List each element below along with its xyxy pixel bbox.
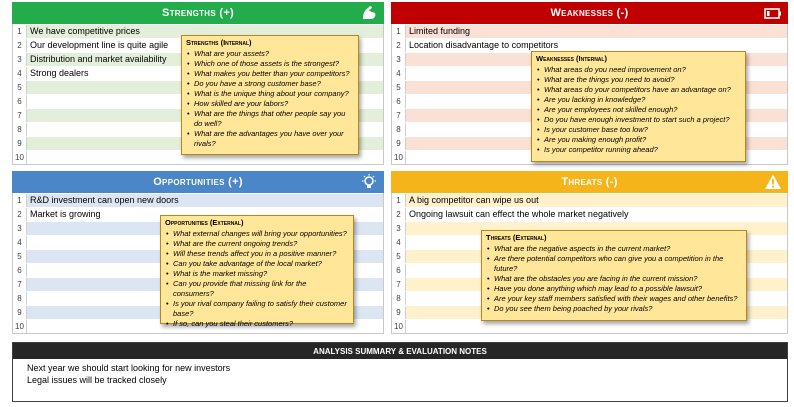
note-item: • What makes you better than your competitors? xyxy=(186,69,354,79)
row-number: 2 xyxy=(13,39,27,52)
note-item: • What is the market missing? xyxy=(165,269,349,279)
row-cell[interactable]: Market is growing xyxy=(27,208,383,221)
summary-header: ANALYSIS SUMMARY & EVALUATION NOTES xyxy=(13,343,787,359)
weaknesses-note xyxy=(531,51,746,162)
opportunities-header xyxy=(12,171,384,193)
row-number: 6 xyxy=(13,264,27,277)
note-item: • Do you have enough investment to start such a project? xyxy=(536,115,741,125)
threats-header xyxy=(391,171,788,193)
note-item: • Are your key staff members satisfied with their wages and other benefits? xyxy=(486,294,742,304)
row-number: 10 xyxy=(13,151,27,164)
note-item: • What is the unique thing about your company? xyxy=(186,89,354,99)
row-number: 2 xyxy=(13,208,27,221)
row-number: 6 xyxy=(392,95,406,108)
strengths-note xyxy=(181,35,359,155)
row-number: 5 xyxy=(392,250,406,263)
note-item: • Do you have a strong customer base? xyxy=(186,79,354,89)
note-item: • What are your assets? xyxy=(186,49,354,59)
row-cell[interactable]: Ongoing lawsuit can effect the whole market negatively xyxy=(406,208,787,221)
row-number: 7 xyxy=(392,109,406,122)
note-item: • What are the negative aspects in the current market? xyxy=(486,244,742,254)
row-number: 8 xyxy=(13,292,27,305)
note-item: • Is your customer base too low? xyxy=(536,125,741,135)
warning-icon xyxy=(764,173,782,191)
weaknesses-title: Weaknesses (-) xyxy=(550,7,629,19)
row-number: 8 xyxy=(13,123,27,136)
row-cell[interactable]: Location disadvantage to competitors xyxy=(406,39,787,52)
note-list xyxy=(165,229,349,329)
row-number: 4 xyxy=(392,67,406,80)
note-item: • What are the obstacles you are facing in the current mission? xyxy=(486,274,742,284)
row-cell[interactable]: Distribution and market availability xyxy=(27,53,383,66)
note-item: • Which one of those assets is the strongest? xyxy=(186,59,354,69)
note-list xyxy=(486,244,742,314)
note-item: • Are your employees not skilled enough? xyxy=(536,105,741,115)
row-number: 5 xyxy=(392,81,406,94)
row-number: 10 xyxy=(392,320,406,333)
row-number: 9 xyxy=(392,306,406,319)
row-number: 3 xyxy=(13,53,27,66)
note-item: • Can you provide that missing link for the consumers? xyxy=(165,279,349,299)
note-item: • What areas do you need improvement on? xyxy=(536,65,741,75)
row-number: 7 xyxy=(13,278,27,291)
row-number: 9 xyxy=(13,306,27,319)
weaknesses-header xyxy=(391,2,788,24)
table-row[interactable] xyxy=(392,24,787,38)
note-item: • Do you see them being poached by your rivals? xyxy=(486,304,742,314)
note-title: Weaknesses (Internal) xyxy=(536,54,607,63)
note-item: • What are the advantages you have over your rivals? xyxy=(186,129,354,149)
row-number: 10 xyxy=(392,151,406,164)
row-number: 4 xyxy=(13,67,27,80)
row-number: 5 xyxy=(13,250,27,263)
note-item: • Is your rival company failing to satisfy their customer base? xyxy=(165,299,349,319)
note-title: Strengths (Internal) xyxy=(186,38,252,47)
threats-title: Threats (-) xyxy=(561,176,618,188)
note-list xyxy=(186,49,354,149)
low-battery-icon xyxy=(764,4,782,22)
row-number: 9 xyxy=(13,137,27,150)
row-cell[interactable]: Our development line is quite agile xyxy=(27,39,383,52)
note-title: Threats (External) xyxy=(486,233,547,242)
note-list xyxy=(536,65,741,155)
summary-line[interactable]: Next year we should start looking for new investors xyxy=(27,363,231,373)
note-item: • Have you done anything which may lead to a possible lawsuit? xyxy=(486,284,742,294)
opportunities-note xyxy=(160,215,354,328)
row-number: 8 xyxy=(392,292,406,305)
row-number: 7 xyxy=(13,109,27,122)
row-number: 1 xyxy=(392,25,406,38)
row-cell[interactable] xyxy=(406,320,787,333)
row-number: 4 xyxy=(13,236,27,249)
table-row[interactable] xyxy=(392,319,787,333)
strengths-header xyxy=(12,2,384,24)
note-item: • Are there potential competitors who can give you a competition in the future? xyxy=(486,254,742,274)
row-number: 7 xyxy=(392,278,406,291)
note-item: • What areas do your competitors have an advantage on? xyxy=(536,85,741,95)
note-item: • Is your competitor running ahead? xyxy=(536,145,741,155)
row-number: 9 xyxy=(392,137,406,150)
row-number: 1 xyxy=(13,25,27,38)
table-row[interactable] xyxy=(13,193,383,207)
row-number: 10 xyxy=(13,320,27,333)
row-number: 3 xyxy=(392,222,406,235)
row-number: 6 xyxy=(13,95,27,108)
row-number: 3 xyxy=(392,53,406,66)
note-item: • What are the current ongoing trends? xyxy=(165,239,349,249)
note-item: • How skilled are your labors? xyxy=(186,99,354,109)
strengths-title: Strengths (+) xyxy=(161,7,235,19)
note-item: • If so, can you steal their customers? xyxy=(165,319,349,329)
row-number: 8 xyxy=(392,123,406,136)
row-number: 5 xyxy=(13,81,27,94)
row-cell[interactable]: We have competitive prices xyxy=(27,25,383,38)
table-row[interactable] xyxy=(392,207,787,221)
row-cell[interactable]: A big competitor can wipe us out xyxy=(406,194,787,207)
note-item: • What are the things you need to avoid? xyxy=(536,75,741,85)
threats-note xyxy=(481,230,747,321)
note-item: • What are the things that other people say you do well? xyxy=(186,109,354,129)
row-number: 1 xyxy=(13,194,27,207)
row-cell[interactable]: Strong dealers xyxy=(27,67,383,80)
row-number: 2 xyxy=(392,39,406,52)
row-number: 1 xyxy=(392,194,406,207)
note-item: • Are you making enough profit? xyxy=(536,135,741,145)
row-number: 6 xyxy=(392,264,406,277)
row-number: 2 xyxy=(392,208,406,221)
lightbulb-icon xyxy=(360,173,378,191)
table-row[interactable] xyxy=(392,38,787,52)
note-item: • Are you lacking in knowledge? xyxy=(536,95,741,105)
table-row[interactable] xyxy=(392,193,787,207)
row-number: 3 xyxy=(13,222,27,235)
summary-notes[interactable] xyxy=(13,359,787,386)
note-item: • Will these trends affect you in a positive manner? xyxy=(165,249,349,259)
row-cell[interactable]: R&D investment can open new doors xyxy=(27,194,383,207)
analysis-summary-panel xyxy=(12,342,788,402)
note-item: • What external changes will bring your opportunities? xyxy=(165,229,349,239)
row-cell[interactable]: Limited funding xyxy=(406,25,787,38)
flexed-arm-icon xyxy=(360,4,378,22)
opportunities-title: Opportunities (+) xyxy=(153,176,243,188)
summary-line[interactable]: Legal issues will be tracked closely xyxy=(27,375,167,385)
note-item: • Can you take advantage of the local market? xyxy=(165,259,349,269)
row-number: 4 xyxy=(392,236,406,249)
note-title: Opportunities (External) xyxy=(165,218,244,227)
